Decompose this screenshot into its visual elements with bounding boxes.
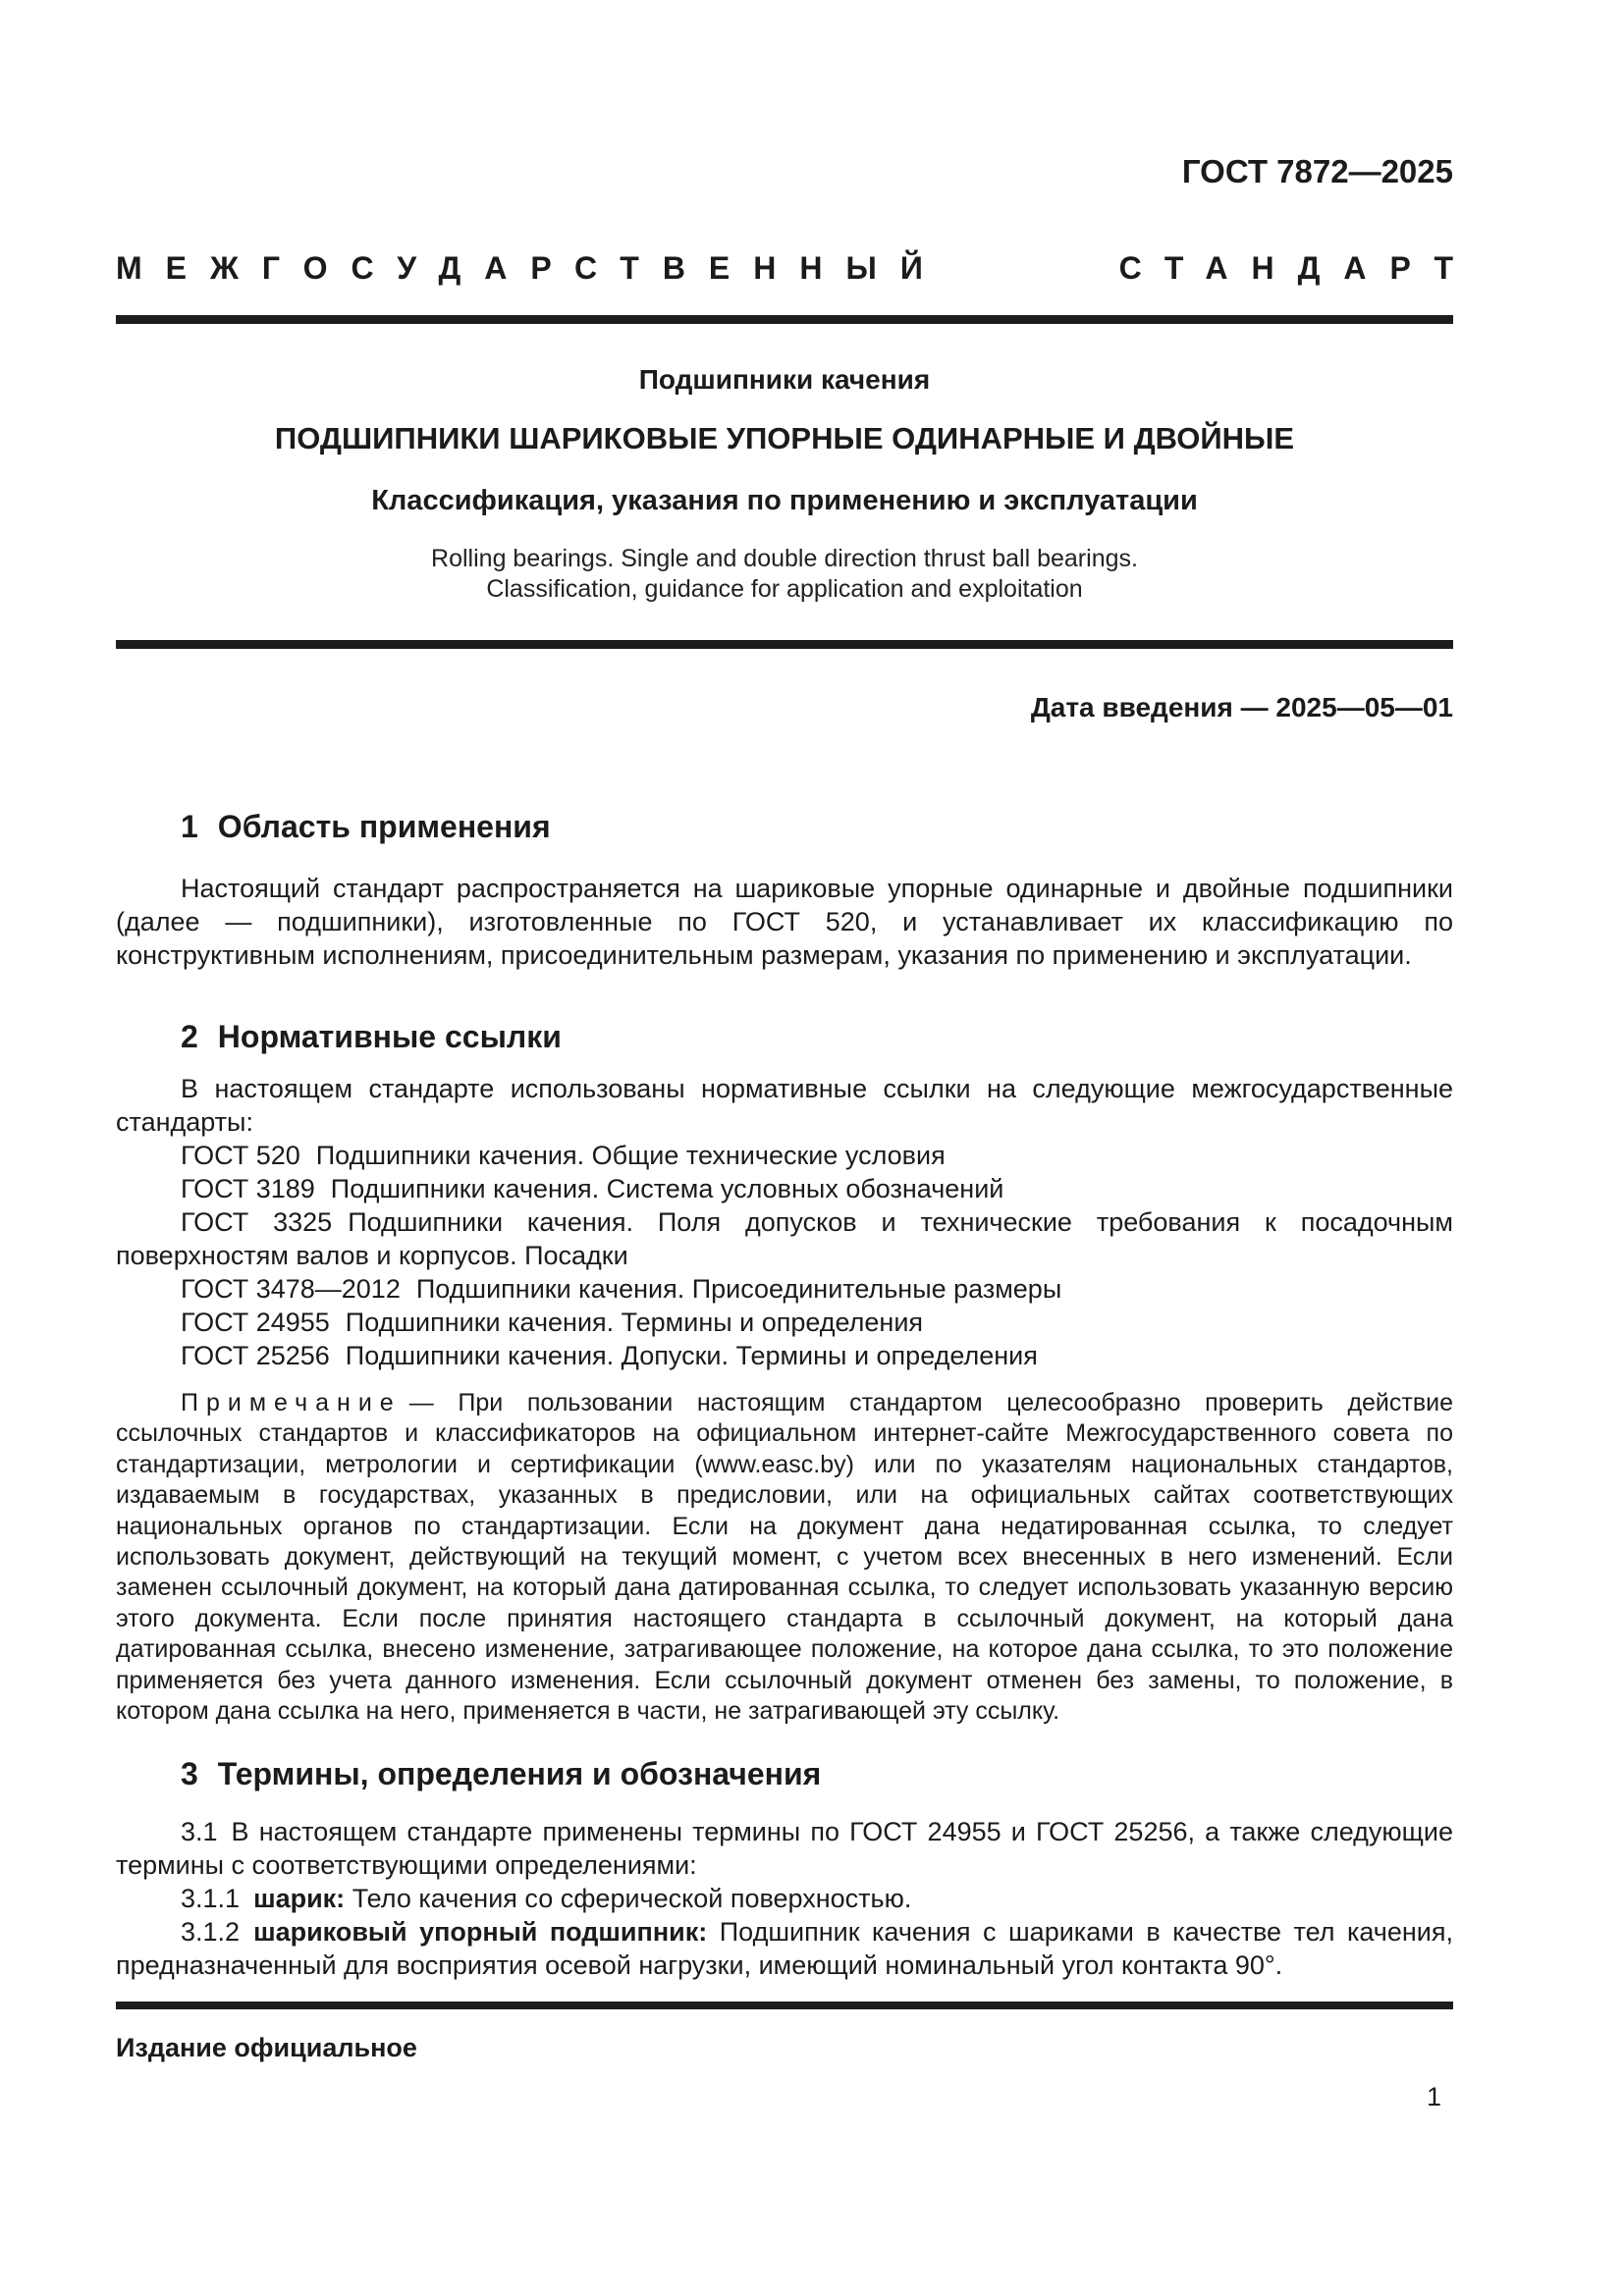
term-definition: Подшипник качения с шариками в качестве тел качения, предназначенный для восприятия осевой нагрузки, имеющий номинальный угол контакта 90°. [116, 1917, 1453, 1981]
reference-title: Подшипники качения. Присоединительные размеры [415, 1274, 1062, 1304]
references-intro: В настоящем стандарте использованы нормативные ссылки на следующие межгосударственные стандарты: [116, 1074, 1453, 1137]
english-title-line1: Rolling bearings. Single and double direction thrust ball bearings. [431, 545, 1138, 572]
reference-code: ГОСТ 25256 [181, 1341, 330, 1370]
scope-paragraph: Настоящий стандарт распространяется на шариковые упорные одинарные и двойные подшипники (далее — подшипники), изготовленные по ГОСТ 520, и устанавливает их классификацию по конструктивным исполнениям, присоединительным размерам, указания по применению и эксплуатации. [116, 874, 1453, 970]
section-1-heading [116, 809, 1453, 844]
section-1-number: 1 [181, 809, 198, 844]
references-note [116, 1388, 1453, 1727]
group-title: Подшипники качения [638, 364, 931, 395]
reference-title: Подшипники качения. Допуски. Термины и определения [345, 1341, 1038, 1370]
title-divider-rule [116, 640, 1453, 649]
reference-item [116, 1272, 1453, 1306]
reference-code: ГОСТ 3478—2012 [181, 1274, 401, 1304]
reference-item [116, 1139, 1453, 1172]
section-2-title: Нормативные ссылки [217, 1019, 562, 1054]
header-divider-rule [116, 315, 1453, 324]
term-number: 3.1.1 [181, 1884, 241, 1914]
term-definition: Тело качения со сферической поверхностью. [352, 1884, 912, 1914]
note-dash: — [408, 1389, 434, 1416]
clause-3-1 [116, 1815, 1453, 1882]
clause-text: В настоящем стандарте применены термины по ГОСТ 24955 и ГОСТ 25256, а также следующие термины с соответствующими определениями: [116, 1817, 1453, 1881]
reference-item [116, 1205, 1453, 1272]
reference-item [116, 1172, 1453, 1205]
clause-number: 3.1 [181, 1817, 218, 1847]
introduction-date: Дата введения — 2025—05—01 [1030, 692, 1453, 722]
section-3-heading [116, 1756, 1453, 1791]
reference-title: Подшипники качения. Термины и определения [345, 1308, 924, 1337]
section-2-number: 2 [181, 1019, 198, 1054]
footer-divider-rule [116, 2002, 1453, 2009]
section-2-heading [116, 1019, 1453, 1054]
note-label: Примечание [181, 1389, 402, 1416]
standard-type-banner: МЕЖГОСУДАРСТВЕННЫЙ СТАНДАРТ [116, 250, 1477, 286]
reference-title: Подшипники качения. Поля допусков и технические требования к посадочным поверхностям валов и корпусов. Посадки [116, 1207, 1453, 1270]
reference-title: Подшипники качения. Система условных обозначений [330, 1174, 1004, 1203]
term-name: шариковый упорный подшипник: [253, 1917, 708, 1948]
reference-code: ГОСТ 520 [181, 1141, 300, 1170]
term-item [116, 1882, 1453, 1915]
main-title: ПОДШИПНИКИ ШАРИКОВЫЕ УПОРНЫЕ ОДИНАРНЫЕ И ДВОЙНЫЕ [274, 421, 1295, 455]
reference-item [116, 1339, 1453, 1372]
reference-title: Подшипники качения. Общие технические условия [315, 1141, 946, 1170]
english-title-line2: Classification, guidance for application and exploitation [486, 575, 1083, 603]
reference-item [116, 1306, 1453, 1339]
note-text: При пользовании настоящим стандартом целесообразно проверить действие ссылочных стандартов и классификаторов на официальном интернет-сайте Межгосударственного совета по стандартизации, метрологии и сертификации (www.easc.by) или по указателям национальных стандартов, издаваемым в государствах, указанных в предисловии, или на официальных сайтах соответствующих национальных органов по стандартизации. Если на документ дана недатированная ссылка, то следует использовать документ, действующий на текущий момент, с учетом всех внесенных в него изменений. Если заменен ссылочный документ, на который дана датированная ссылка, то следует использовать указанную версию этого документа. Если после принятия настоящего стандарта в ссылочный документ, на который дана датированная ссылка, внесено изменение, затрагивающее положение, на которое дана ссылка, то это положение применяется без учета данного изменения. Если ссылочный документ отменен без замены, то положение, в котором дана ссылка на него, применяется в части, не затрагивающей эту ссылку. [116, 1389, 1453, 1726]
english-title [116, 544, 1453, 605]
edition-note: Издание официальное [116, 2033, 417, 2063]
reference-code: ГОСТ 24955 [181, 1308, 330, 1337]
page-number: 1 [1426, 2082, 1441, 2112]
doc-code: ГОСТ 7872—2025 [1181, 153, 1453, 189]
term-item [116, 1915, 1453, 1982]
reference-code: ГОСТ 3325 [181, 1207, 333, 1237]
section-1-title: Область применения [217, 809, 551, 844]
subtitle: Классификация, указания по применению и эксплуатации [371, 485, 1198, 516]
section-3-title: Термины, определения и обозначения [217, 1756, 822, 1792]
section-3-number: 3 [181, 1756, 198, 1792]
term-name: шарик: [253, 1884, 346, 1914]
reference-code: ГОСТ 3189 [181, 1174, 315, 1203]
term-number: 3.1.2 [181, 1917, 241, 1948]
